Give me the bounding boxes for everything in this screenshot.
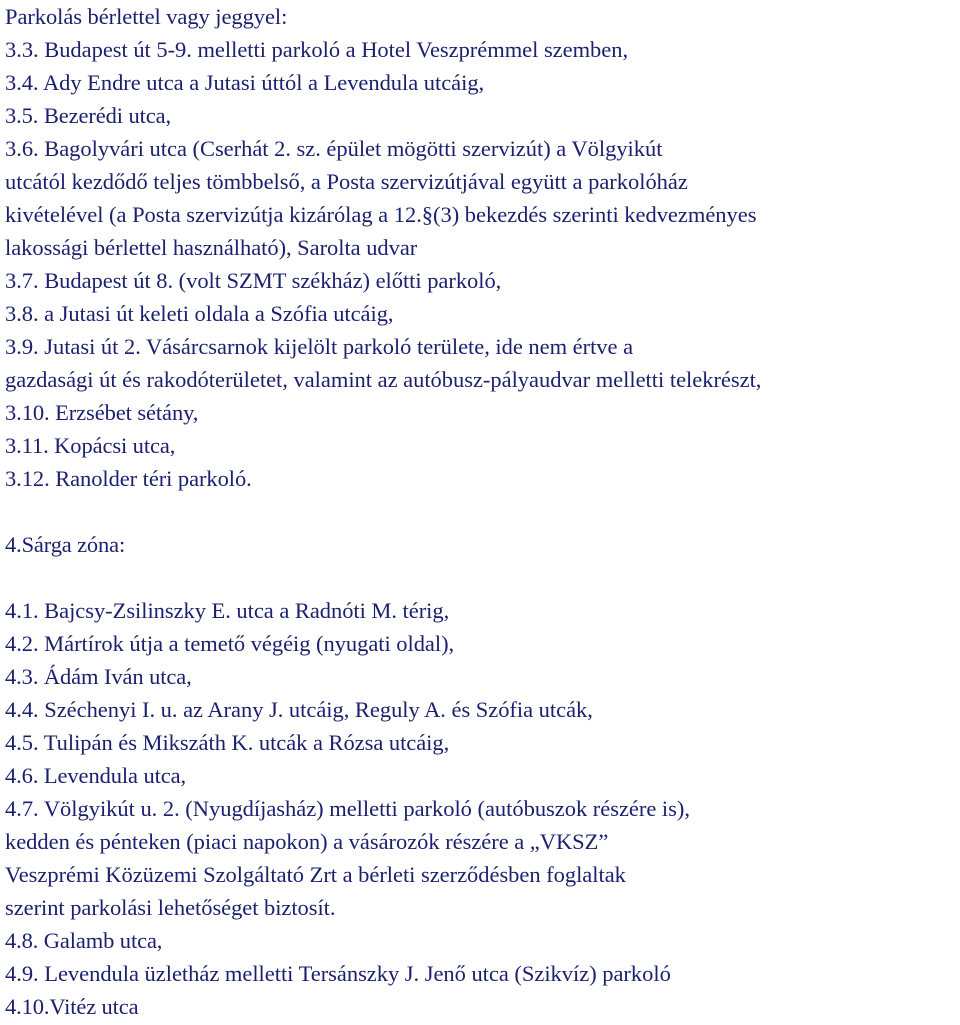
text-line: 3.5. Bezerédi utca, [5,103,172,128]
text-line: 4.7. Völgyikút u. 2. (Nyugdíjasház) melletti parkoló (autóbuszok részére is), [5,796,690,821]
text-line: 3.4. Ady Endre utca a Jutasi úttól a Levendula utcáig, [5,70,485,95]
text-line: 3.11. Kopácsi utca, [5,433,176,458]
text-line: Veszprémi Közüzemi Szolgáltató Zrt a bérleti szerződésben foglaltak [5,862,626,887]
text-line: gazdasági út és rakodóterületet, valamint az autóbusz-pályaudvar melletti telekrészt, [5,367,762,392]
text-line: 3.9. Jutasi út 2. Vásárcsarnok kijelölt parkoló területe, ide nem értve a [5,334,634,359]
blank-line [5,561,957,594]
text-line: 3.10. Erzsébet sétány, [5,400,199,425]
text-line: 4.6. Levendula utca, [5,763,187,788]
text-line: 4.1. Bajcsy-Zsilinszky E. utca a Radnóti M. térig, [5,598,450,623]
text-line: kedden és pénteken (piaci napokon) a vásározók részére a „VKSZ” [5,829,609,854]
text-line: 4.9. Levendula üzletház melletti Tersánszky J. Jenő utca (Szikvíz) parkoló [5,961,671,986]
text-line: 4.4. Széchenyi I. u. az Arany J. utcáig, Reguly A. és Szófia utcák, [5,697,593,722]
text-line: utcától kezdődő teljes tömbbelső, a Posta szervizútjával együtt a parkolóház [5,169,688,194]
text-line: kivételével (a Posta szervizútja kizárólag a 12.§(3) bekezdés szerinti kedvezményes [5,202,757,227]
document-body [5,0,957,1023]
text-line: szerint parkolási lehetőséget biztosít. [5,895,336,920]
text-line: 4.10.Vitéz utca [5,994,139,1019]
text-line: 4.3. Ádám Iván utca, [5,664,192,689]
text-line: 4.2. Mártírok útja a temető végéig (nyugati oldal), [5,631,455,656]
text-line: 3.7. Budapest út 8. (volt SZMT székház) előtti parkoló, [5,268,502,293]
text-line: 4.8. Galamb utca, [5,928,163,953]
text-line: 3.12. Ranolder téri parkoló. [5,466,252,491]
text-line: 4.5. Tulipán és Mikszáth K. utcák a Rózsa utcáig, [5,730,450,755]
text-line: lakossági bérlettel használható), Sarolta udvar [5,235,418,260]
section-heading: 4.Sárga zóna: [5,532,126,557]
blank-line [5,495,957,528]
text-line: Parkolás bérlettel vagy jeggyel: [5,4,288,29]
text-line: 3.8. a Jutasi út keleti oldala a Szófia utcáig, [5,301,394,326]
text-line: 3.3. Budapest út 5-9. melletti parkoló a Hotel Veszprémmel szemben, [5,37,629,62]
text-line: 3.6. Bagolyvári utca (Cserhát 2. sz. épület mögötti szervizút) a Völgyikút [5,136,663,161]
